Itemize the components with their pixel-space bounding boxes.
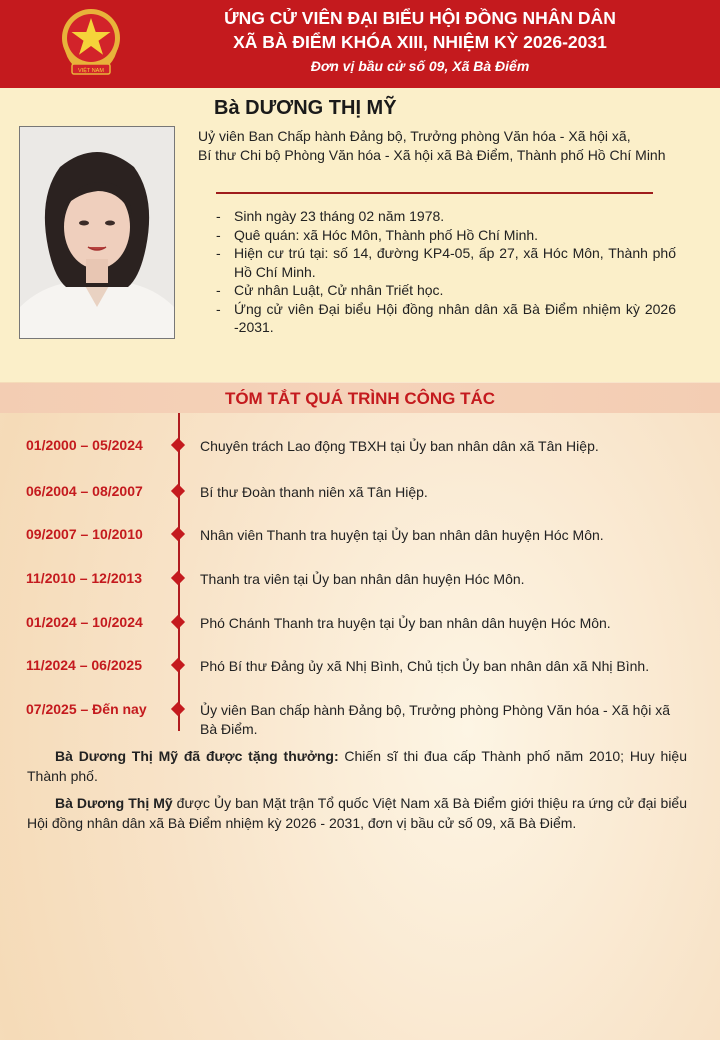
- timeline-description: Nhân viên Thanh tra huyện tại Ủy ban nhân dân huyện Hóc Môn.: [200, 527, 604, 543]
- awards-lead: Bà Dương Thị Mỹ đã được tặng thưởng:: [55, 748, 339, 764]
- timeline-period: 06/2004 – 08/2007: [26, 483, 143, 499]
- position-line2: Bí thư Chi bộ Phòng Văn hóa - Xã hội xã Bà Điểm, Thành phố Hồ Chí Minh: [198, 147, 666, 163]
- timeline-period: 07/2025 – Đến nay: [26, 701, 147, 717]
- bio-education: - Cử nhân Luật, Cử nhân Triết học.: [216, 281, 676, 300]
- header-banner: [0, 0, 720, 88]
- timeline-description: Thanh tra viên tại Ủy ban nhân dân huyện Hóc Môn.: [200, 571, 525, 587]
- awards-paragraph: [27, 747, 687, 786]
- header-title-line1: ỨNG CỬ VIÊN ĐẠI BIỂU HỘI ĐỒNG NHÂN DÂN: [224, 8, 616, 28]
- timeline-description: Phó Bí thư Đảng ủy xã Nhị Bình, Chủ tịch Ủy ban nhân dân xã Nhị Bình.: [200, 658, 650, 674]
- introduction-paragraph: [27, 794, 687, 833]
- timeline-period: 01/2024 – 10/2024: [26, 614, 143, 630]
- bio-hometown: - Quê quán: xã Hóc Môn, Thành phố Hồ Chí Minh.: [216, 226, 676, 245]
- timeline-description: Ủy viên Ban chấp hành Đảng bộ, Trưởng phòng Phòng Văn hóa - Xã hội xã Bà Điểm.: [200, 702, 670, 737]
- bio-residence: - Hiện cư trú tại: số 14, đường KP4-05, ấp 27, xã Hóc Môn, Thành phố Hồ Chí Minh.: [216, 244, 676, 281]
- name-text: DƯƠNG THỊ MỸ: [245, 97, 397, 119]
- portrait-illustration: [20, 127, 174, 338]
- introduction-text: được Ủy ban Mặt trận Tổ quốc Việt Nam xã Bà Điểm giới thiệu ra ứng cử đại biểu Hội đồng nhân dân xã Bà Điểm nhiệm kỳ 2026 - 2031, đơn vị bầu cử số 09, xã Bà Điểm.: [27, 795, 687, 831]
- emblem-text: VIỆT NAM: [78, 68, 104, 74]
- header-subtitle: Đơn vị bầu cử số 09, Xã Bà Điểm: [310, 58, 530, 74]
- name-prefix: Bà: [214, 97, 246, 119]
- position-line1: Uỷ viên Ban Chấp hành Đảng bộ, Trưởng phòng Văn hóa - Xã hội xã,: [198, 128, 631, 144]
- national-emblem-icon: [60, 6, 122, 82]
- introduction-lead: Bà Dương Thị Mỹ: [55, 795, 173, 811]
- timeline-period: 01/2000 – 05/2024: [26, 437, 143, 453]
- timeline-description: Chuyên trách Lao động TBXH tại Ủy ban nhân dân xã Tân Hiệp.: [200, 438, 599, 454]
- timeline-description: Phó Chánh Thanh tra huyện tại Ủy ban nhân dân huyện Hóc Môn.: [200, 615, 611, 631]
- timeline-title: TÓM TẮT QUÁ TRÌNH CÔNG TÁC: [224, 389, 496, 408]
- timeline-description: Bí thư Đoàn thanh niên xã Tân Hiệp.: [200, 484, 428, 500]
- bio-candidacy: - Ứng cử viên Đại biểu Hội đồng nhân dân xã Bà Điểm nhiệm kỳ 2026 -2031.: [216, 300, 676, 337]
- candidate-position: [198, 127, 718, 165]
- awards-text: Chiến sĩ thi đua cấp Thành phố năm 2010; Huy hiệu Thành phố.: [27, 748, 687, 784]
- portrait-photo: [19, 126, 175, 339]
- section-divider: [216, 192, 653, 194]
- bio-birth: - Sinh ngày 23 tháng 02 năm 1978.: [216, 207, 676, 226]
- timeline-period: 11/2010 – 12/2013: [26, 570, 143, 586]
- header-title-line2: XÃ BÀ ĐIỂM KHÓA XIII, NHIỆM KỲ 2026-2031: [233, 32, 607, 52]
- timeline-period: 11/2024 – 06/2025: [26, 657, 143, 673]
- bio-list: [216, 207, 676, 337]
- timeline-title-band: [0, 383, 720, 413]
- timeline-period: 09/2007 – 10/2010: [26, 526, 143, 542]
- candidate-name: [214, 97, 397, 120]
